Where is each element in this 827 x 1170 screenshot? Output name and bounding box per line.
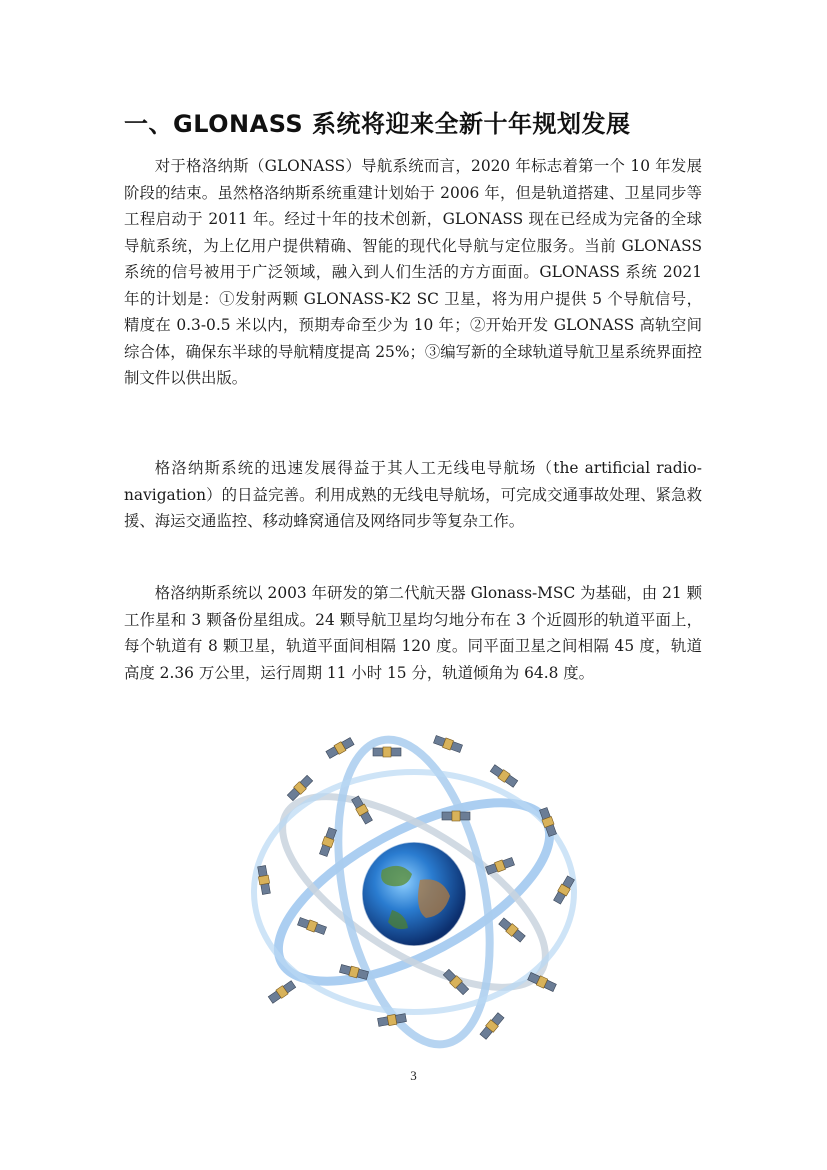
page-number: 3 xyxy=(410,1068,417,1083)
section-heading: 一、GLONASS 系统将迎来全新十年规划发展 xyxy=(124,110,631,138)
satellite-constellation-illustration xyxy=(242,730,587,1055)
paragraph-glonass-decade: 对于格洛纳斯（GLONASS）导航系统而言，2020 年标志着第一个 10 年发展阶段的结束。虽然格洛纳斯系统重建计划始于 2006 年，但是轨道搭建、卫星同步等工程启动于 2011 年。经过十年的技术创新，GLONASS 现在已经成为完备的全球导航系统，为上亿用户提供精确、智能的现代化导航与定位服务。当前 GLONASS 系统的信号被用于广泛领域，融入到人们生活的方方面面。GLONASS 系统 2021 年的计划是：①发射两颗 GLONASS-K2 SC 卫星，将为用户提供 5 个导航信号，精度在 0.3-0.5 米以内，预期寿命至少为 10 年；②开始开发 GLONASS 高轨空间综合体，确保东半球的导航精度提高 25%；③编写新的全球轨道导航卫星系统界面控制文件以供出版。 xyxy=(124,157,702,387)
paragraph-radio-navigation: 格洛纳斯系统的迅速发展得益于其人工无线电导航场（the artificial radio-navigation）的日益完善。利用成熟的无线电导航场，可完成交通事故处理、紧急救援、海运交通监控、移动蜂窝通信及网络同步等复杂工作。 xyxy=(124,459,702,530)
paragraph-constellation: 格洛纳斯系统以 2003 年研发的第二代航天器 Glonass-MSC 为基础，由 21 颗工作星和 3 颗备份星组成。24 颗导航卫星均匀地分布在 3 个近圆形的轨道平面上，每个轨道有 8 颗卫星，轨道平面间相隔 120 度。同平面卫星之间相隔 45 度，轨道高度 2.36 万公里，运行周期 11 小时 15 分，轨道倾角为 64.8 度。 xyxy=(124,584,702,682)
